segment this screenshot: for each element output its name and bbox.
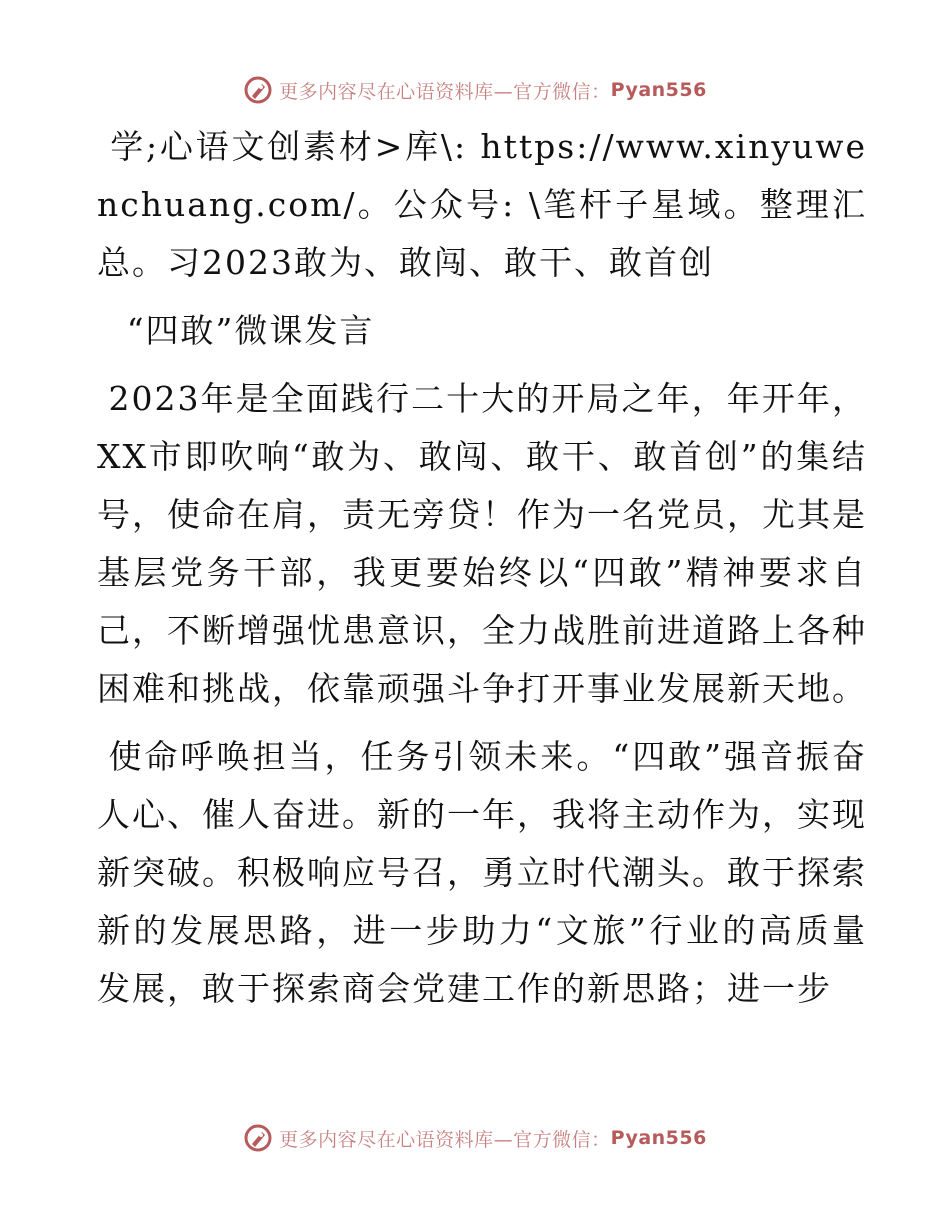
pen-nib-circle-icon (243, 1123, 273, 1153)
footer-banner (0, 1118, 950, 1158)
footer-banner-text: 更多内容尽在心语资料库—官方微信： (279, 1128, 611, 1151)
document-title: “四敢”微课发言 (126, 311, 375, 350)
header-banner (0, 70, 950, 110)
body-paragraph-1: 2023年是全面践行二十大的开局之年，年开年，XX市即吹响“敢为、敢闯、敢干、敢首创”的集结号，使命在肩，责无旁贷！作为一名党员，尤其是基层党务干部，我更要始终以“四敢”精神要求自己，不断增强忧患意识，全力战胜前进道路上各种困难和挑战，依靠顽强斗争打开事业发展新天地。 (97, 379, 867, 708)
header-banner-text: 更多内容尽在心语资料库—官方微信： (279, 80, 611, 103)
footer-banner-wechat: Pyan556 (610, 1127, 707, 1149)
document-body (97, 118, 867, 1028)
body-paragraph-2: 使命呼唤担当，任务引领未来。“四敢”强音振奋人心、催人奋进。新的一年，我将主动作为，实现新突破。积极响应号召，勇立时代潮头。敢于探索新的发展思路，进一步助力“文旅”行业的高质量发展，敢于探索商会党建工作的新思路；进一步 (97, 737, 867, 1008)
intro-paragraph: 学;心语文创素材>库\: https://www.xinyuwenchuang.com/。公众号: \笔杆子星域。整理汇总。习2023敢为、敢闯、敢干、敢首创 (97, 127, 867, 282)
pen-nib-circle-icon (243, 75, 273, 105)
header-banner-wechat: Pyan556 (610, 79, 707, 101)
